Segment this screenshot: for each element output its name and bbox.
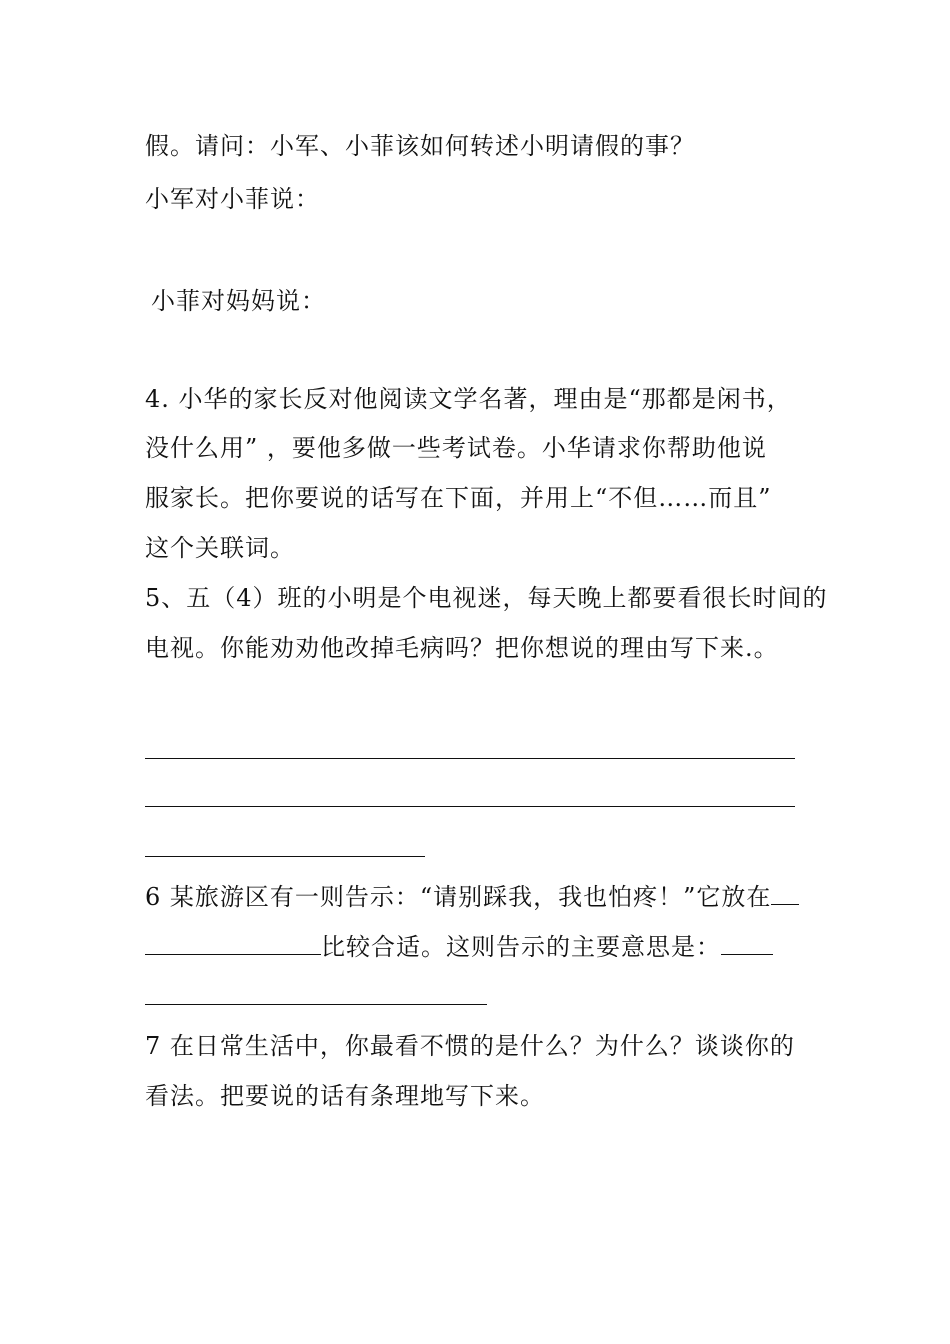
text-line-question-4-c: 服家长。把你要说的话写在下面，并用上“不但……而且” <box>145 484 772 512</box>
text-line-question-7-b: 看法。把要说的话有条理地写下来。 <box>145 1082 545 1110</box>
text-line-question-5-a: 5、五（4）班的小明是个电视迷，每天晚上都要看很长时间的 <box>145 584 828 612</box>
blank-location <box>145 932 321 955</box>
text-line-question-4-a: 4. 小华的家长反对他阅读文学名著，理由是“那都是闲书， <box>145 385 792 413</box>
question-6-b-text: 比较合适。这则告示的主要意思是： <box>321 933 721 961</box>
text-line-xiaofei-prompt: 小菲对妈妈说： <box>151 287 326 315</box>
text-line-question-6-b <box>145 932 773 962</box>
blank-meaning <box>145 1004 487 1005</box>
answer-line-1 <box>145 758 795 759</box>
text-line-question-4-d: 这个关联词。 <box>145 534 295 562</box>
text-line-question-4-b: 没什么用” ，要他多做一些考试卷。小华请求你帮助他说 <box>145 434 767 462</box>
text-line-question-5-b: 电视。你能劝劝他改掉毛病吗？把你想说的理由写下来.。 <box>145 634 779 662</box>
question-6-a-text: 6 某旅游区有一则告示：“请别踩我，我也怕疼！”它放在 <box>145 883 772 911</box>
text-line-question-3-end: 假。请问：小军、小菲该如何转述小明请假的事？ <box>145 132 695 160</box>
blank-location-start <box>771 882 799 905</box>
text-line-question-7-a: 7 在日常生活中，你最看不惯的是什么？为什么？谈谈你的 <box>145 1032 795 1060</box>
answer-line-3 <box>145 856 425 857</box>
text-line-question-6-a <box>145 882 799 912</box>
blank-meaning-start <box>721 932 773 955</box>
answer-line-2 <box>145 806 795 807</box>
text-line-xiaojun-prompt: 小军对小菲说： <box>145 185 320 213</box>
